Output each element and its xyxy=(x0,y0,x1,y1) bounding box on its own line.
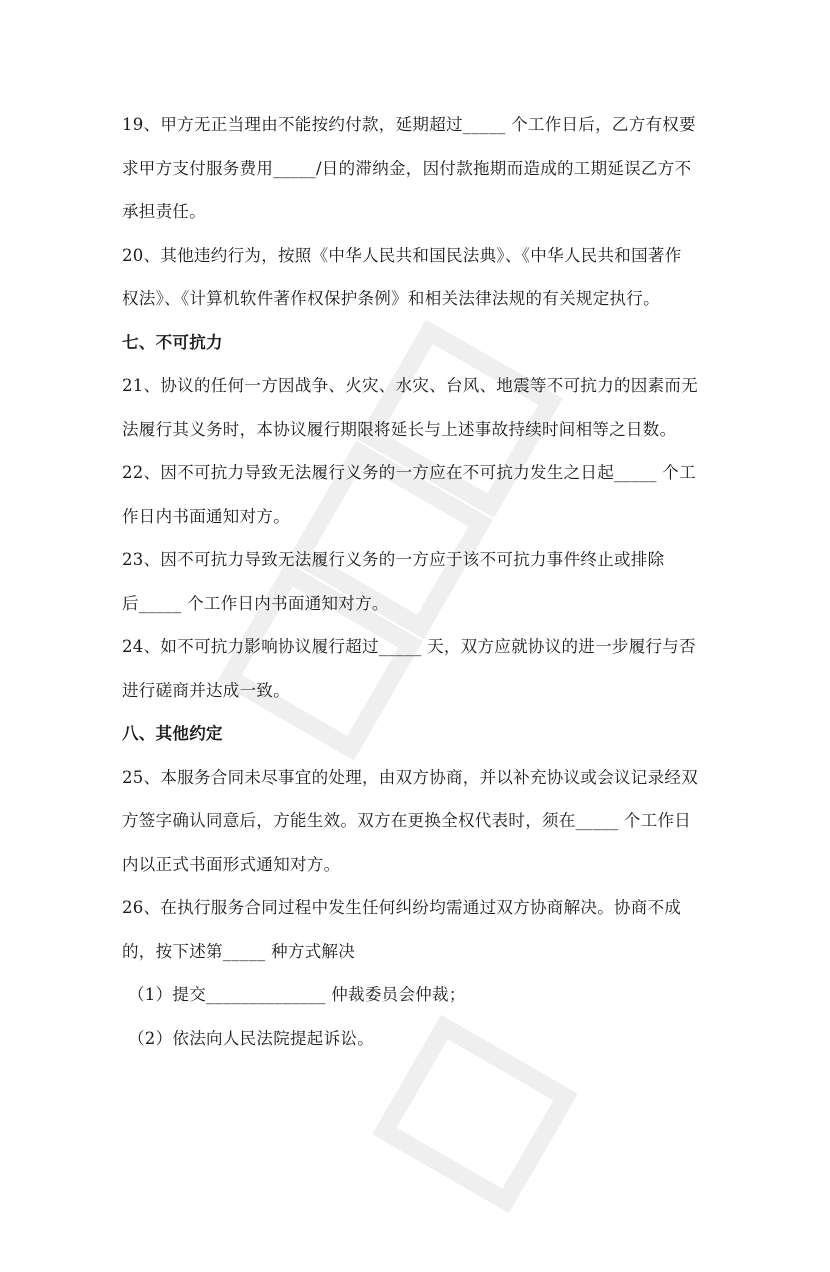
section-heading: 七、不可抗力 xyxy=(122,332,223,352)
text-line: 进行磋商并达成一致。 xyxy=(122,680,290,700)
text-line: 后_____ 个工作日内书面通知对方。 xyxy=(122,593,389,613)
text-line: 承担责任。 xyxy=(122,202,206,221)
text-line: 求甲方支付服务费用_____/日的滞纳金，因付款拖期而造成的工期延误乙方不 xyxy=(122,158,692,178)
text-line: （1）提交______________ 仲裁委员会仲裁； xyxy=(128,985,466,1004)
text-line: 26、在执行服务合同过程中发生任何纠纷均需通过双方协商解决。协商不成 xyxy=(122,898,682,917)
text-line: 22、因不可抗力导致无法履行义务的一方应在不可抗力发生之日起_____ 个工 xyxy=(122,463,696,482)
text-line: 23、因不可抗力导致无法履行义务的一方应于该不可抗力事件终止或排除 xyxy=(122,550,665,569)
text-line: 作日内书面通知对方。 xyxy=(122,506,290,526)
text-line: 方签字确认同意后，方能生效。双方在更换全权代表时，须在_____ 个工作日 xyxy=(122,811,692,830)
text-line: 法履行其义务时，本协议履行期限将延长与上述事故持续时间相等之日数。 xyxy=(122,419,677,439)
text-line: 的，按下述第_____ 种方式解决 xyxy=(122,941,356,961)
text-line: 21、协议的任何一方因战争、火灾、水灾、台风、地震等不可抗力的因素而无 xyxy=(122,376,698,395)
document-page xyxy=(122,111,712,1068)
section-heading: 八、其他约定 xyxy=(122,724,223,743)
text-line: 19、甲方无正当理由不能按约付款，延期超过_____ 个工作日后，乙方有权要 xyxy=(122,115,696,134)
text-line: 25、本服务合同未尽事宜的处理，由双方协商，并以补充协议或会议记录经双 xyxy=(122,767,698,787)
text-line: 24、如不可抗力影响协议履行超过_____ 天，双方应就协议的进一步履行与否 xyxy=(122,637,696,656)
text-line: 权法》、《计算机软件著作权保护条例》和相关法律法规的有关规定执行。 xyxy=(122,289,660,308)
text-line: 20、其他违约行为，按照《中华人民共和国民法典》、《中华人民共和国著作 xyxy=(122,245,682,265)
text-line: （2）依法向人民法院提起诉讼。 xyxy=(128,1028,374,1048)
text-line: 内以正式书面形式通知对方。 xyxy=(122,854,341,874)
